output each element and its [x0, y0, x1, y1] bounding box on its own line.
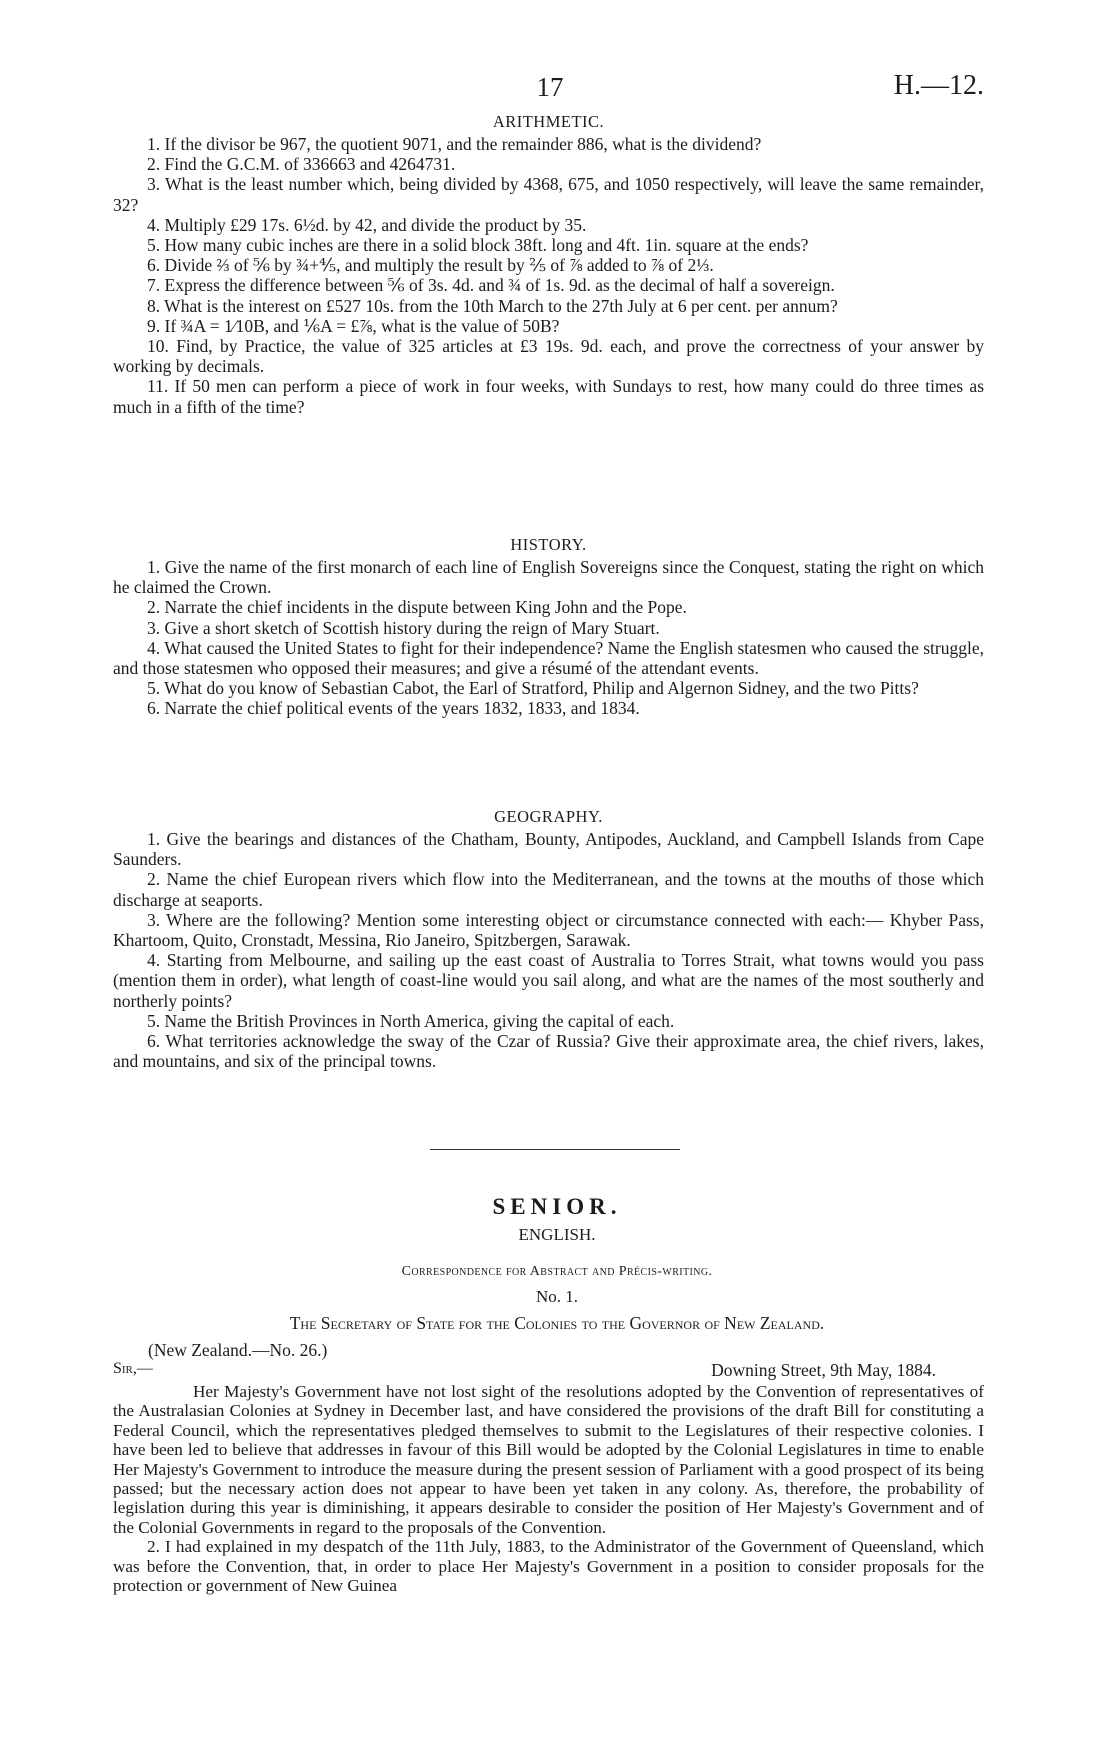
question: 2. Narrate the chief incidents in the dispute between King John and the Pope. — [147, 597, 687, 618]
question: 3. What is the least number which, being divided by 4368, 675, and 1050 respectively, will leave the same remainder, 32? — [113, 174, 984, 215]
question: 11. If 50 men can perform a piece of work in four weeks, with Sundays to rest, how many could do three times as much in a fifth of the time? — [113, 376, 984, 417]
arithmetic-section — [113, 112, 984, 417]
question: 1. If the divisor be 967, the quotient 9071, and the remainder 886, what is the dividend? — [147, 134, 762, 154]
history-section — [113, 535, 984, 719]
question: 8. What is the interest on £527 10s. from the 10th March to the 27th July at 6 per cent. per annum? — [147, 295, 838, 316]
question: 10. Find, by Practice, the value of 325 articles at £3 19s. 9d. each, and prove the correctness of your answer by working by decimals. — [113, 336, 984, 377]
question: 4. Multiply £29 17s. 6½d. by 42, and divide the product by 35. — [147, 214, 587, 235]
question: 6. What territories acknowledge the sway of the Czar of Russia? Give their approximate area, the chief rivers, lakes, and mountains, and six of the principal towns. — [113, 1031, 984, 1072]
question: 6. Narrate the chief political events of the years 1832, 1833, and 1834. — [147, 698, 640, 719]
section-title: ARITHMETIC. — [492, 112, 605, 131]
salutation: Sir,— — [113, 1360, 153, 1377]
question: 3. Give a short sketch of Scottish history during the reign of Mary Stuart. — [147, 617, 660, 638]
question: 3. Where are the following? Mention some interesting object or circumstance connected with each:— Khyber Pass, Khartoom, Quito, Cronstadt, Messina, Rio Janeiro, Spitzbergen, Sarawak. — [113, 909, 984, 951]
question: 1. Give the name of the first monarch of each line of English Sovereigns since the Conquest, stating the right on which he claimed the Crown. — [113, 557, 984, 598]
geography-section — [113, 807, 984, 1071]
page-number: 17 — [536, 72, 564, 102]
letter-number: No. 1. — [535, 1287, 579, 1306]
document-reference: H.—12. — [893, 70, 984, 101]
question: 5. Name the British Provinces in North America, giving the capital of each. — [147, 1010, 675, 1031]
correspondence-heading: Correspondence for Abstract and Précis-writing. — [401, 1264, 713, 1279]
question: 5. How many cubic inches are there in a solid block 38ft. long and 4ft. 1in. square at the ends? — [147, 235, 809, 256]
question: 1. Give the bearings and distances of the Chatham, Bounty, Antipodes, Auckland, and Campbell Islands from Cape Saunders. — [113, 829, 984, 870]
question: 2. Name the chief European rivers which flow into the Mediterranean, and the towns at the mouths of those which discharge at seaports. — [113, 869, 984, 910]
letter-paragraph: 2. I had explained in my despatch of the 11th July, 1883, to the Administrator of the Government of Queensland, which was before the Convention, that, in order to place Her Majesty's Government in a position to consider proposals for the protection or government of New Guinea — [113, 1537, 984, 1596]
place-date: Downing Street, 9th May, 1884. — [711, 1360, 936, 1380]
question: 5. What do you know of Sebastian Cabot, the Earl of Stratford, Philip and Algernon Sidney, and the two Pitts? — [147, 678, 919, 699]
question: 2. Find the G.C.M. of 336663 and 4264731. — [147, 154, 456, 175]
section-divider — [430, 1149, 680, 1150]
question: 9. If ¾A = 1⁄10B, and ⅙A = £⅞, what is the value of 50B? — [147, 315, 560, 336]
letter-reference: (New Zealand.—No. 26.) — [148, 1340, 328, 1360]
english-subheading: ENGLISH. — [518, 1225, 596, 1244]
question: 7. Express the difference between ⅚ of 3s. 4d. and ¾ of 1s. 9d. as the decimal of half a sovereign. — [147, 275, 835, 296]
senior-heading: SENIOR. — [492, 1194, 622, 1219]
question: 6. Divide ⅔ of ⅚ by ¾+⅘, and multiply the result by ⅖ of ⅞ added to ⅞ of 2⅓. — [147, 255, 714, 276]
letter-from-to: The Secretary of State for the Colonies to the Governor of New Zealand. — [289, 1313, 825, 1333]
question: 4. Starting from Melbourne, and sailing up the east coast of Australia to Torres Strait, what towns would you pass (mention them in order), what length of coast-line would you sail along, and what are the names of the most southerly and northerly points? — [113, 950, 984, 1011]
section-title: HISTORY. — [510, 535, 587, 554]
question: 4. What caused the United States to fight for their independence? Name the English statesmen who caused the struggle, and those statesmen who opposed their measures; and give a résumé of the attendant events. — [113, 637, 984, 679]
letter-paragraph: Her Majesty's Government have not lost sight of the resolutions adopted by the Convention of representatives of the Australasian Colonies at Sydney in December last, and have considered the provisions of the draft Bill for constituting a Federal Council, which the representatives pledged themselves to submit to the Legislatures of their respective colonies. I have been led to believe that addresses in favour of this Bill would be adopted by the Colonial Legislatures in time to enable Her Majesty's Government to introduce the measure during the present session of Parliament with a good prospect of its being passed; but the necessary action does not appear to have been yet taken in any colony. As, therefore, the probability of legislation during this year is diminishing, it appears desirable to consider the position of Her Majesty's Government and of the Colonial Governments in regard to the proposals of the Convention. — [113, 1382, 984, 1537]
letter-body — [113, 1382, 984, 1595]
section-title: GEOGRAPHY. — [494, 807, 603, 826]
